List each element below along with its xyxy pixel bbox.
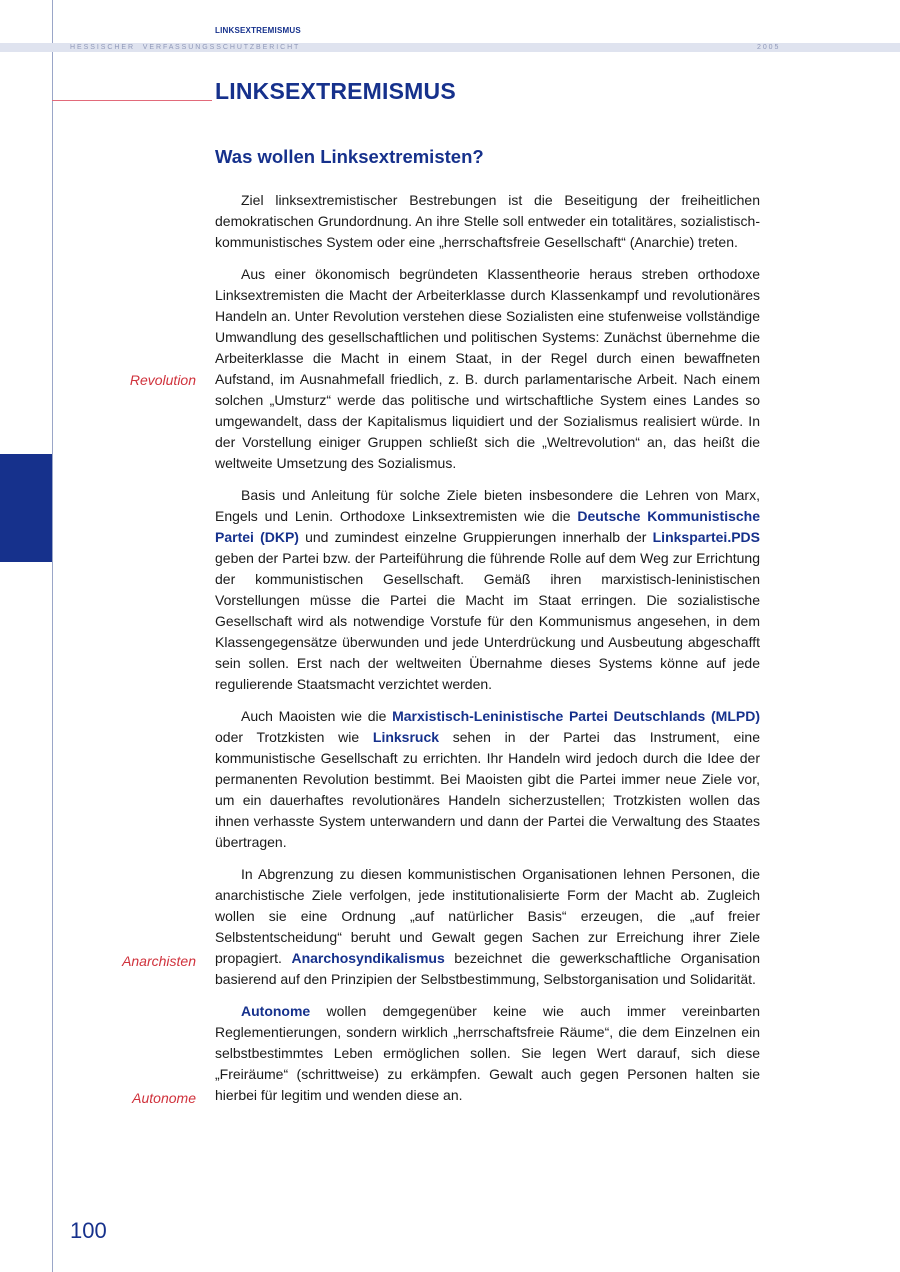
margin-note-autonome: Autonome: [132, 1090, 196, 1106]
paragraph-1: Ziel linksextremistischer Bestrebungen ist die Beseitigung der freiheitlichen demokratischen Grundordnung. An ihre Stelle soll entweder ein totalitäres, sozialistisch-kommunistisches System oder eine „herrschaftsfreie Gesellschaft“ (Anarchie) treten.: [215, 192, 760, 250]
text-run: Basis und Anleitung für solche Ziele bieten insbesondere die Lehren von Marx, Engels und Lenin. Orthodoxe Linksextremisten wie die: [215, 487, 760, 524]
margin-note-revolution: Revolution: [129, 372, 196, 388]
section-heading: Was wollen Linksextremisten?: [215, 146, 484, 167]
margin-vertical-rule: [52, 0, 53, 1272]
paragraph-5: [215, 864, 760, 990]
running-head: LINKSEXTREMISMUS: [215, 26, 301, 35]
paragraph-6: [215, 1001, 760, 1106]
term-mlpd: Marxistisch-Leninistische Partei Deutschlands (MLPD): [392, 708, 760, 724]
body-text: [215, 190, 760, 1117]
paragraph-3: [215, 485, 760, 695]
text-run: geben der Partei bzw. der Parteiführung die führende Rolle auf dem Weg zur Errichtung der kommunistischen Gesellschaft. Gemäß ihren marxistisch-leninistischen Vorstellungen müsse die Partei die Macht im Staat erringen. Die sozialistische Gesellschaft wird als notwendige Vorstufe für den Kommunismus angesehen, in dem Klassengegensätze überwunden und jede Unterdrückung und Ausbeutung abgeschafft sein sollen. Erst nach der weltweiten Übernahme dieses Systems könne auf jede regulierende Staatsmacht verzichtet werden.: [215, 550, 760, 692]
text-run: oder Trotzkisten wie: [215, 729, 373, 745]
text-run: sehen in der Partei das Instrument, eine kommunistische Gesellschaft zu errichten. Ihr Handeln wird jedoch durch die Idee der permanenten Revolution bestimmt. Bei Maoisten gibt die Partei immer neue Ziele vor, um ein dauerhaftes revolutionäres Handeln sicherzustellen; Trotzkisten wollen das ihnen verhasste System unterwandern und dann der Partei die Verwaltung des Staates übertragen.: [215, 729, 760, 850]
text-run: In Abgrenzung zu diesen kommunistischen Organisationen lehnen Personen, die anarchistische Ziele verfolgen, jede institutionalisierte Form der Macht ab. Zugleich wollen sie eine Ordnung „auf natürlicher Basis“ erzeugen, die „auf freier Selbstentscheidung“ beruht und Gewalt gegen Sachen zur Erreichung ihrer Ziele propagiert.: [215, 866, 760, 966]
page-title: LINKSEXTREMISMUS: [215, 78, 456, 104]
header-band-year: 2 0 0 5: [757, 44, 779, 51]
paragraph-2: Aus einer ökonomisch begründeten Klassentheorie heraus streben orthodoxe Linksextremisten die Macht der Arbeiterklasse durch Klassenkampf und revolutionäres Handeln an. Unter Revolution verstehen diese Sozialisten eine stufenweise vollständige Umwandlung des gesellschaftlichen und politischen Systems: Zunächst übernehme die Arbeiterklasse die Macht in einem Staat, in der Regel durch einen bewaffneten Aufstand, im Ausnahmefall friedlich, z. B. durch parlamentarische Arbeit. Nach einem solchen „Umsturz“ werde das politische und wirtschaftliche System eines Landes so umgewandelt, dass der Kapitalismus liquidiert und der Sozialismus realisiert würde. In der Vorstellung einiger Gruppen schließt sich die „Weltrevolution“ an, das heißt die weltweite Umsetzung des Sozialismus.: [215, 266, 760, 471]
text-run: und zumindest einzelne Gruppierungen innerhalb der: [298, 529, 653, 545]
term-autonome: Autonome: [241, 1003, 311, 1019]
text-run: wollen demgegenüber keine wie auch immer vereinbarten Reglementierungen, sondern wirklich „herrschaftsfreie Räume“, die dem Einzelnen ein selbstbestimmtes Leben ermöglichen sollen. Sie legen Wert darauf, sich diese „Freiräume“ (schrittweise) zu erkämpfen. Gewalt auch gegen Personen halten sie hierbei für legitim und wenden diese an.: [215, 1003, 760, 1103]
term-anarchosyndikalismus: Anarchosyndikalismus: [291, 950, 445, 966]
term-linkspartei: Linkspartei.PDS: [652, 529, 760, 545]
term-dkp: Deutsche Kommunistische Partei (DKP): [215, 508, 760, 545]
page-number: 100: [70, 1218, 107, 1243]
title-rule: [52, 100, 212, 101]
text-run: bezeichnet die gewerkschaftliche Organisation basierend auf den Prinzipien der Selbstbestimmung, Selbstorganisation und Solidarität.: [215, 950, 760, 987]
paragraph-4: [215, 706, 760, 853]
chapter-tab-marker: [0, 454, 52, 562]
margin-note-anarchisten: Anarchisten: [122, 953, 196, 969]
header-band-text: H E S S I S C H E R V E R F A S S U N G S S C H U T Z B E R I C H T: [70, 44, 299, 51]
term-linksruck: Linksruck: [372, 729, 440, 745]
text-run: Auch Maoisten wie die: [241, 708, 393, 724]
